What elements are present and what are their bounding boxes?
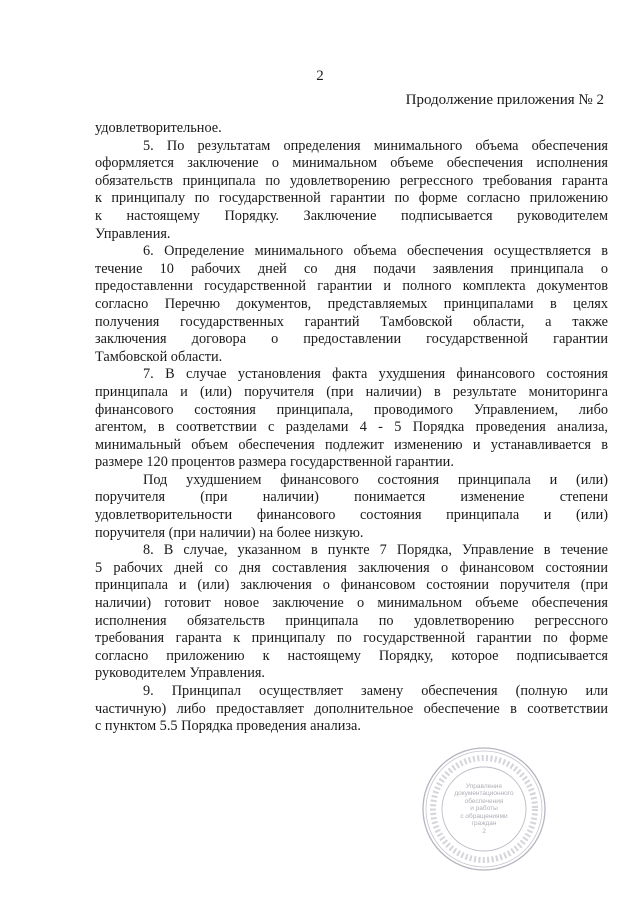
paragraph-8-line: исполнения обязательств принципала по удовлетворению регрессного (95, 612, 608, 629)
definition-line: поручителя (при наличии) на более низкую. (95, 524, 364, 541)
paragraph-8-line: принципала и (или) заключения о финансовом состоянии поручителя (при (95, 577, 608, 594)
stamp-text: граждан (471, 820, 497, 828)
paragraph-9-line: 9. Принципал осуществляет замену обеспечения (полную или (143, 683, 608, 699)
paragraph-8-line: 5 рабочих дней со дня составления заключения о финансовом состоянии (95, 559, 608, 576)
page-number: 2 (316, 68, 324, 84)
paragraph-8-line: наличии) готовит новое заключение о минимальном объеме обеспечения (95, 595, 608, 612)
stamp-text: документационного (454, 790, 514, 798)
paragraph-7-line: размере 120 процентов размера государственной гарантии. (95, 454, 454, 471)
text-line: удовлетворительное. (95, 120, 222, 136)
paragraph-7-line: минимальный объем обеспечения подлежит изменению и устанавливается в (95, 436, 608, 453)
paragraph-5-line: обязательств принципала по удовлетворению регрессного требования гаранта (95, 172, 608, 189)
paragraph-6-line: 6. Определение минимального объема обеспечения осуществляется в (143, 243, 608, 260)
stamp-text: с обращениями (460, 812, 508, 820)
stamp-center-text (444, 769, 524, 849)
paragraph-5-line: оформляется заключение о минимальном объеме обеспечения исполнения (95, 155, 608, 172)
definition-line: Под ухудшением финансового состояния принципала и (или) (143, 471, 608, 488)
stamp-text: Управление (465, 782, 503, 790)
paragraph-6-line: Тамбовской области. (95, 348, 223, 365)
stamp-text: и работы (470, 805, 498, 813)
stamp-text: обеспечения (464, 797, 504, 805)
paragraph-9-line: частичную) либо предоставляет дополнительное обеспечение в соответствии (95, 700, 608, 717)
definition-line: удовлетворительности финансового состояния принципала и (или) (95, 507, 608, 524)
stamp-text: 2 (482, 827, 486, 835)
paragraph-7-line: финансового состояния принципала, проводимого Управлением, либо (95, 401, 608, 418)
paragraph-6-line: согласно Перечню документов, представляемых принципалами в целях (95, 295, 608, 312)
definition-line: поручителя (при наличии) понимается изменение степени (95, 489, 608, 506)
paragraph-5-line: к настоящему Порядку. Заключение подписывается руководителем (95, 207, 608, 224)
paragraph-5-line: к принципалу по государственной гарантии по форме согласно приложению (95, 190, 608, 207)
document-body (95, 120, 608, 736)
paragraph-8-line: руководителем Управления. (95, 665, 265, 682)
paragraph-7-line: принципала и (или) поручителя (при наличии) в результате мониторинга (95, 383, 608, 400)
official-stamp (420, 745, 548, 873)
paragraph-5-line: 5. По результатам определения минимального объема обеспечения (143, 137, 608, 154)
paragraph-8-line: согласно приложению к настоящему Порядку, которое подписывается (95, 647, 608, 664)
paragraph-8-line: 8. В случае, указанном в пункте 7 Порядка, Управление в течение (143, 542, 608, 559)
paragraph-6-line: течение 10 рабочих дней со дня подачи заявления принципала о (95, 260, 608, 277)
continuation-note: Продолжение приложения № 2 (405, 92, 604, 108)
paragraph-5-line: Управления. (95, 225, 171, 242)
paragraph-6-line: заключения договора о предоставлении государственной гарантии (95, 331, 608, 348)
paragraph-7-line: 7. В случае установления факта ухудшения финансового состояния (143, 366, 608, 383)
paragraph-9-line: с пунктом 5.5 Порядка проведения анализа. (95, 718, 361, 735)
paragraph-8-line: требования гаранта к принципалу по государственной гарантии по форме (95, 630, 608, 647)
paragraph-6-line: получения государственных гарантий Тамбовской области, а также (95, 313, 608, 330)
paragraph-7-line: агентом, в соответствии с разделами 4 - 5 Порядка проведения анализа, (95, 419, 608, 436)
paragraph-6-line: предоставленни государственной гарантии и полного комплекта документов (95, 278, 608, 295)
